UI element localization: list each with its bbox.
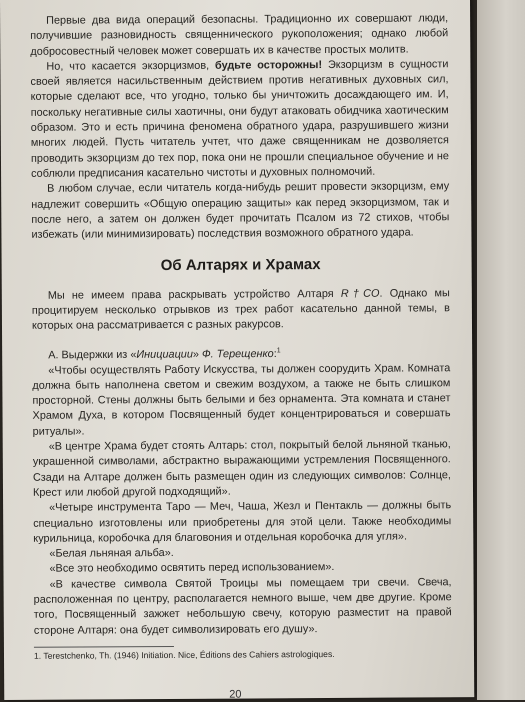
quote-instruments: «Четыре инструмента Таро — Меч, Чаша, Жезл и Пентакль — должны быть специально изготовлены или приобретены для этой цели. Также необходимы курильница, коробочка для благовония и отдельная коробочка для угля». xyxy=(33,499,452,545)
page-content xyxy=(30,11,452,661)
quote-altar: «В центре Храма будет стоять Алтарь: стол, покрытый белой льняной тканью, украшенной символами, абстрактно выражающими устремления Посвященного. Сзади на Алтаре должен быть размещен один из следующих символов: Солнце, Крест или любой другой подходящий». xyxy=(32,438,451,499)
exorcism-warning: будьте осторожны! xyxy=(214,58,323,72)
footnote: 1. Terestchenko, Th. (1946) Initiation. Nice, Éditions des Cahiers astrologiques. xyxy=(33,648,335,661)
altar-order-name: R†CO xyxy=(340,287,380,300)
altar-intro-end: . Однако мы процитируем несколько отрывков из трех работ касательно данной темы, в которых она рассматривается с разных ракурсов. xyxy=(31,287,450,333)
quote-consecrate: «Все это необходимо освятить перед использованием». xyxy=(49,561,335,576)
subsection-a-colon: : xyxy=(273,347,277,360)
exorcism-intro: Но, что касается экзорцизмов, xyxy=(46,59,216,73)
adjacent-page-edge xyxy=(477,0,525,700)
paragraph-protection: В любом случае, если читатель когда-нибудь решит провести экзорцизм, ему надлежит совершить «Общую операцию защиты» как перед экзорцизмом, так и после него, а затем он должен будет прочитать Псалом из 72 стихов, чтобы избежать (или минимизировать) последствия возможного обратного удара. xyxy=(31,180,450,241)
paragraph-operations: Первые два вида операций безопасны. Традиционно их совершают люди, получившие разновидность священнического рукоположения; однако любой добросовестный человек может совершать их в качестве простых молитв. xyxy=(30,12,449,58)
paragraph-exorcism xyxy=(30,57,449,182)
section-heading: Об Алтарях и Храмах xyxy=(160,256,321,275)
altar-intro-start: Мы не имеем права раскрывать устройство Алтаря xyxy=(47,287,341,302)
paragraph-altar-intro xyxy=(32,286,450,334)
footnote-marker: 1 xyxy=(276,346,281,354)
quote-candles: «В качестве символа Святой Троицы мы помещаем три свечи. Свеча, расположенная по центру, располагается немного выше, чем две другие. Кроме того, Посвященный зажжет небольшую свечу, которую разместит на правой стороне Алтаря: она будет символизировать его душу». xyxy=(33,575,452,637)
exorcism-body: Экзорцизм в сущности своей является насильственным действием против негативных духовных сил, которые сделают все, что угодно, только бы уничтожить досаждающего им. И, поскольку негативные силы хаотичны, они будут атаковать обидчика хаотическим образом. Это и есть причина феномена обратного удара, разрушившего жизни многих людей. Пусть читатель учтет, что даже священникам не дозволяется проводить экзорцизм до тех пор, пока они не прошли специальное обучение и не соблюли предписания касательно чистоты и духовных полномочий. xyxy=(30,58,449,180)
subsection-a-mid: » xyxy=(192,348,203,361)
page-number: 20 xyxy=(229,688,242,701)
subsection-a-title xyxy=(32,342,450,363)
author-name: Ф. Терещенко xyxy=(201,347,274,361)
quote-temple: «Чтобы осуществлять Работу Искусства, ты должен соорудить Храм. Комната должна быть наполнена светом и свежим воздухом, а также не быть слишком просторной. Стены должны быть белыми и без орнамента. Эта комната и станет Храмом Духа, в котором Посвященный будет концентрироваться и совершать ритуалы». xyxy=(32,361,451,438)
quote-alb: «Белая льняная альба». xyxy=(49,547,174,560)
subsection-a-label: А. Выдержки из « xyxy=(48,348,137,361)
book-title: Инициации xyxy=(136,348,193,361)
footnote-divider xyxy=(34,646,174,648)
